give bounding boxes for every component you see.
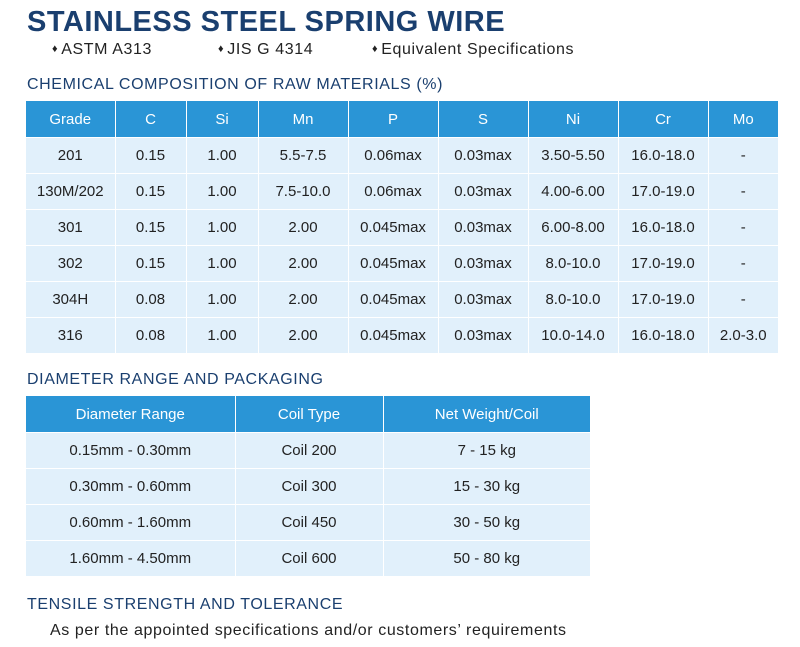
table-cell: 1.00 — [186, 138, 258, 174]
column-header: Coil Type — [235, 396, 383, 433]
column-header: S — [438, 101, 528, 138]
table-cell: 316 — [26, 318, 115, 354]
table-cell: 1.00 — [186, 174, 258, 210]
spec-item: ♦ ASTM A313 — [52, 41, 152, 58]
table-cell: 0.15 — [115, 138, 186, 174]
table-cell: Coil 600 — [235, 541, 383, 577]
table-cell: 1.00 — [186, 246, 258, 282]
table-cell: 8.0-10.0 — [528, 246, 618, 282]
tensile-note: As per the appointed specifications and/or customers’ requirements — [50, 622, 567, 639]
table-cell: 0.045max — [348, 210, 438, 246]
column-header: Si — [186, 101, 258, 138]
table-cell: 7.5-10.0 — [258, 174, 348, 210]
table-row — [26, 174, 778, 210]
chemical-heading: CHEMICAL COMPOSITION OF RAW MATERIALS (%) — [27, 76, 444, 93]
table-cell: 16.0-18.0 — [618, 138, 708, 174]
diamond-bullet-icon: ♦ — [372, 43, 379, 55]
table-row — [26, 541, 590, 577]
table-cell: 16.0-18.0 — [618, 318, 708, 354]
tensile-heading: TENSILE STRENGTH AND TOLERANCE — [27, 596, 344, 613]
table-cell: 7 - 15 kg — [383, 433, 590, 469]
table-cell: 0.15 — [115, 174, 186, 210]
table-cell: - — [708, 174, 778, 210]
column-header: Grade — [26, 101, 115, 138]
table-cell: 0.03max — [438, 246, 528, 282]
table-cell: 1.00 — [186, 210, 258, 246]
table-cell: Coil 300 — [235, 469, 383, 505]
table-cell: 6.00-8.00 — [528, 210, 618, 246]
table-row — [26, 505, 590, 541]
table-cell: 2.0-3.0 — [708, 318, 778, 354]
table-cell: 0.045max — [348, 282, 438, 318]
page-title: STAINLESS STEEL SPRING WIRE — [27, 6, 506, 38]
table-row — [26, 246, 778, 282]
table-header-row — [26, 101, 778, 138]
table-cell: 0.045max — [348, 318, 438, 354]
table-cell: 3.50-5.50 — [528, 138, 618, 174]
table-row — [26, 469, 590, 505]
table-cell: 2.00 — [258, 210, 348, 246]
table-cell: 201 — [26, 138, 115, 174]
table-cell: - — [708, 138, 778, 174]
table-cell: 0.03max — [438, 210, 528, 246]
table-cell: 0.08 — [115, 282, 186, 318]
table-cell: 0.03max — [438, 318, 528, 354]
diameter-heading: DIAMETER RANGE AND PACKAGING — [27, 371, 324, 388]
table-cell: 1.00 — [186, 282, 258, 318]
table-cell: 302 — [26, 246, 115, 282]
table-cell: 2.00 — [258, 282, 348, 318]
column-header: Mn — [258, 101, 348, 138]
table-cell: 2.00 — [258, 246, 348, 282]
table-cell: 16.0-18.0 — [618, 210, 708, 246]
table-cell: 30 - 50 kg — [383, 505, 590, 541]
table-cell: 0.03max — [438, 138, 528, 174]
table-cell: 0.045max — [348, 246, 438, 282]
column-header: Ni — [528, 101, 618, 138]
table-cell: - — [708, 282, 778, 318]
column-header: Mo — [708, 101, 778, 138]
table-cell: 4.00-6.00 — [528, 174, 618, 210]
table-row — [26, 210, 778, 246]
table-cell: 50 - 80 kg — [383, 541, 590, 577]
chemical-composition-table — [26, 101, 778, 353]
table-cell: 15 - 30 kg — [383, 469, 590, 505]
table-row — [26, 138, 778, 174]
column-header: C — [115, 101, 186, 138]
table-cell: 0.15mm - 0.30mm — [26, 433, 235, 469]
table-cell: 17.0-19.0 — [618, 282, 708, 318]
table-cell: Coil 450 — [235, 505, 383, 541]
table-row — [26, 433, 590, 469]
table-cell: 0.03max — [438, 282, 528, 318]
table-cell: 2.00 — [258, 318, 348, 354]
table-cell: 304H — [26, 282, 115, 318]
table-cell: 1.60mm - 4.50mm — [26, 541, 235, 577]
spec-item: ♦ Equivalent Specifications — [372, 41, 575, 58]
table-row — [26, 282, 778, 318]
table-cell: 0.08 — [115, 318, 186, 354]
column-header: P — [348, 101, 438, 138]
table-cell: - — [708, 210, 778, 246]
table-cell: 130M/202 — [26, 174, 115, 210]
spec-item: ♦ JIS G 4314 — [218, 41, 314, 58]
table-header-row — [26, 396, 590, 433]
table-cell: 301 — [26, 210, 115, 246]
table-cell: 8.0-10.0 — [528, 282, 618, 318]
table-cell: - — [708, 246, 778, 282]
table-cell: 17.0-19.0 — [618, 174, 708, 210]
table-cell: 0.06max — [348, 138, 438, 174]
table-cell: Coil 200 — [235, 433, 383, 469]
table-cell: 0.30mm - 0.60mm — [26, 469, 235, 505]
table-cell: 17.0-19.0 — [618, 246, 708, 282]
column-header: Diameter Range — [26, 396, 235, 433]
table-cell: 0.03max — [438, 174, 528, 210]
table-cell: 0.15 — [115, 246, 186, 282]
table-cell: 0.60mm - 1.60mm — [26, 505, 235, 541]
table-cell: 1.00 — [186, 318, 258, 354]
diamond-bullet-icon: ♦ — [218, 43, 225, 55]
table-row — [26, 318, 778, 354]
table-cell: 0.15 — [115, 210, 186, 246]
column-header: Cr — [618, 101, 708, 138]
table-cell: 10.0-14.0 — [528, 318, 618, 354]
table-cell: 5.5-7.5 — [258, 138, 348, 174]
table-cell: 0.06max — [348, 174, 438, 210]
diamond-bullet-icon: ♦ — [52, 43, 59, 55]
column-header: Net Weight/Coil — [383, 396, 590, 433]
diameter-packaging-table — [26, 396, 590, 576]
